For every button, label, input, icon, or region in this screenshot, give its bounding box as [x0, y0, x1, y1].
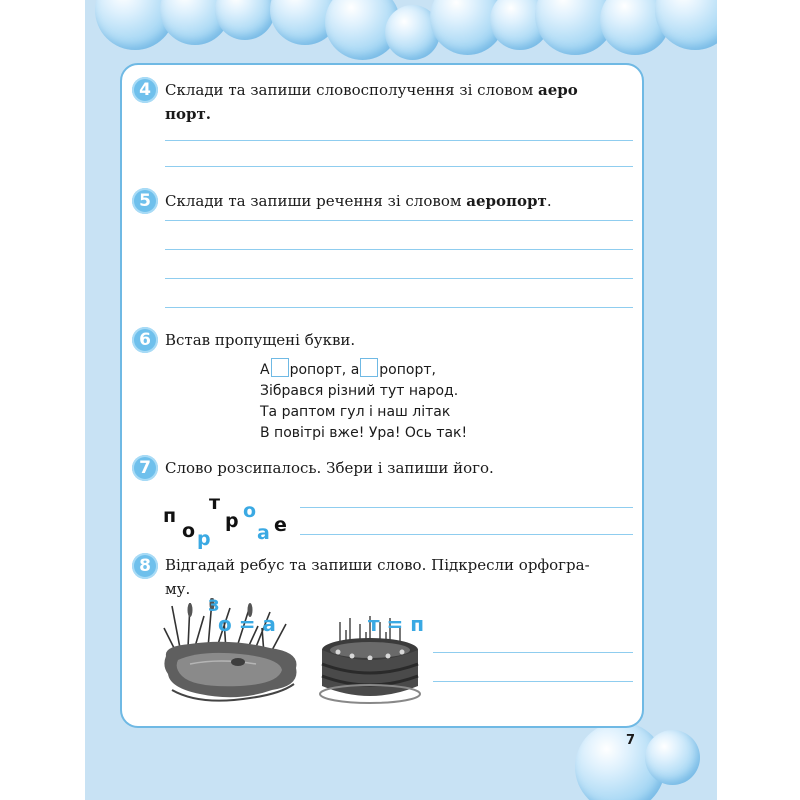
- answer-line[interactable]: [433, 681, 633, 682]
- answer-line[interactable]: [433, 652, 633, 653]
- task-number-6: 6: [132, 327, 158, 353]
- poem: [260, 358, 467, 444]
- task-number-7: 7: [132, 455, 158, 481]
- scrambled-letter: р: [197, 528, 211, 550]
- poem-line-1: А ропорт, а ропорт,: [260, 358, 467, 381]
- poem-line-4: В повітрі вже! Ура! Ось так!: [260, 425, 468, 441]
- decorative-bubble: [215, 0, 275, 40]
- task-6-text: Встав пропущені букви.: [165, 331, 356, 349]
- missing-letter-box[interactable]: [360, 358, 378, 377]
- scrambled-letter: о: [243, 500, 257, 522]
- scrambled-letter: е: [274, 514, 287, 536]
- task-5-text: Склади та запиши речення зі словом аеропорт.: [165, 192, 552, 210]
- task-number-8: 8: [132, 553, 158, 579]
- answer-line[interactable]: [165, 278, 633, 279]
- rebus-rule-right: т = п: [368, 612, 425, 636]
- rebus-rule-left: о = а: [218, 612, 276, 636]
- task-7-text: Слово розсипалось. Збери і запиши його.: [165, 459, 494, 477]
- scrambled-letter: т: [209, 492, 221, 514]
- task-4-text: Склади та запиши словосполучення зі словом аеро порт.: [165, 81, 578, 123]
- task-number-5: 5: [132, 188, 158, 214]
- task-number-4: 4: [132, 77, 158, 103]
- answer-line[interactable]: [165, 166, 633, 167]
- answer-line[interactable]: [165, 220, 633, 221]
- missing-letter-box[interactable]: [271, 358, 289, 377]
- answer-line[interactable]: [165, 249, 633, 250]
- answer-line[interactable]: [300, 507, 633, 508]
- poem-line-2: Зібрався різний тут народ.: [260, 383, 459, 399]
- decorative-bubble: [645, 730, 700, 785]
- answer-line[interactable]: [165, 140, 633, 141]
- answer-line[interactable]: [300, 534, 633, 535]
- task-8-text: Відгадай ребус та запиши слово. Підкресли орфогра- му.: [165, 556, 590, 598]
- scrambled-letter: о: [182, 520, 196, 542]
- rebus-letter: З: [208, 596, 220, 615]
- decorative-bubble: [655, 0, 717, 50]
- answer-line[interactable]: [165, 307, 633, 308]
- page-number: 7: [626, 733, 636, 748]
- poem-line-3: Та раптом гул і наш літак: [260, 404, 451, 420]
- scrambled-letter: п: [163, 505, 177, 527]
- scrambled-letter: а: [257, 522, 270, 544]
- scrambled-letter: р: [225, 510, 239, 532]
